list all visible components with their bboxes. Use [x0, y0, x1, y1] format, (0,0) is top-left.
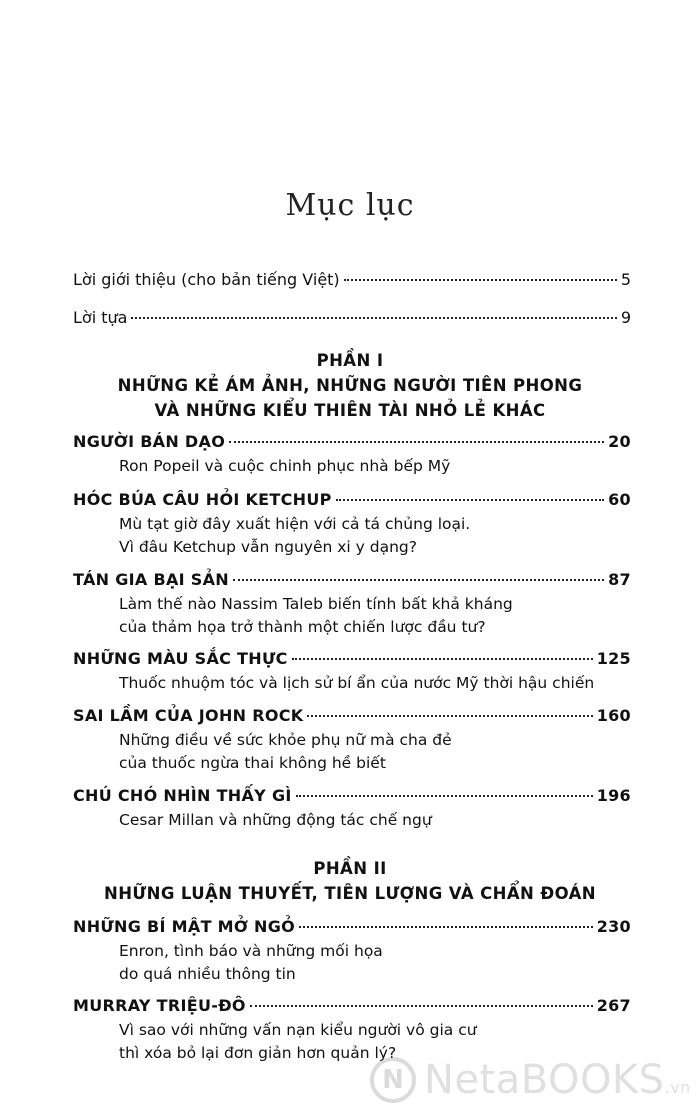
subtitle-line: Cesar Millan và những động tác chế ngự — [119, 811, 432, 829]
subtitle-line: Ron Popeil và cuộc chinh phục nhà bếp Mỹ — [119, 457, 451, 475]
chapter-page-number: 230 — [596, 917, 631, 936]
netabooks-logo-icon — [370, 1057, 416, 1103]
toc-chapter[interactable] — [73, 570, 631, 639]
chapter-subtitle — [119, 513, 631, 559]
dot-leader — [131, 317, 616, 319]
chapter-page-number: 60 — [608, 490, 631, 509]
dot-leader — [250, 1005, 593, 1007]
subtitle-line: của thảm họa trở thành một chiến lược đầu tư? — [119, 618, 486, 636]
watermark — [370, 1050, 700, 1110]
logo-letter: N — [382, 1065, 404, 1095]
chapter-title: NHỮNG MÀU SẮC THỰC — [73, 649, 288, 668]
part-label: PHẦN II — [313, 859, 387, 878]
subtitle-line: của thuốc ngừa thai không hề biết — [119, 754, 386, 772]
chapter-subtitle — [119, 940, 631, 986]
toc-chapter[interactable] — [73, 706, 631, 775]
subtitle-line: do quá nhiều thông tin — [119, 965, 296, 983]
entry-page-number: 9 — [620, 308, 631, 327]
dot-leader — [296, 795, 593, 797]
subtitle-line: Vì đâu Ketchup vẫn nguyên xi y dạng? — [119, 538, 417, 556]
toc-chapter[interactable] — [73, 786, 631, 832]
chapter-subtitle — [119, 809, 631, 832]
chapter-page-number: 160 — [596, 706, 631, 725]
chapter-title: NGƯỜI BÁN DẠO — [73, 432, 226, 451]
chapter-page-number: 125 — [596, 649, 631, 668]
toc-chapter[interactable] — [73, 432, 631, 478]
toc-heading: Mục lục — [285, 188, 415, 223]
part-label: PHẦN I — [316, 351, 384, 370]
part-heading — [40, 348, 660, 423]
watermark-suffix: .vn — [664, 1078, 691, 1097]
chapter-title: MURRAY TRIỆU-ĐÔ — [73, 996, 246, 1015]
chapter-title: SAI LẦM CỦA JOHN ROCK — [73, 706, 304, 725]
toc-chapter[interactable] — [73, 490, 631, 559]
chapter-page-number: 87 — [608, 570, 631, 589]
subtitle-line: Mù tạt giờ đây xuất hiện với cả tá chủng loại. — [119, 515, 471, 533]
chapter-page-number: 20 — [608, 432, 631, 451]
watermark-brand: NetaBOOKS — [424, 1057, 665, 1103]
subtitle-line: Thuốc nhuộm tóc và lịch sử bí ẩn của nước Mỹ thời hậu chiến — [119, 674, 595, 692]
dot-leader — [229, 441, 604, 443]
dot-leader — [292, 658, 593, 660]
part-title-line: VÀ NHỮNG KIỂU THIÊN TÀI NHỎ LẺ KHÁC — [154, 401, 546, 420]
subtitle-line: Làm thế nào Nassim Taleb biến tính bất khả kháng — [119, 595, 513, 613]
chapter-title: CHÚ CHÓ NHÌN THẤY GÌ — [73, 786, 292, 805]
chapter-title: HÓC BÚA CÂU HỎI KETCHUP — [73, 490, 332, 509]
entry-page-number: 5 — [620, 270, 631, 289]
toc-entry-preface[interactable] — [73, 308, 631, 327]
chapter-subtitle — [119, 455, 631, 478]
toc-entry-intro[interactable] — [73, 270, 631, 289]
subtitle-line: Enron, tình báo và những mối họa — [119, 942, 383, 960]
part-title-line: NHỮNG LUẬN THUYẾT, TIÊN LƯỢNG VÀ CHẨN ĐOÁN — [104, 884, 596, 903]
chapter-page-number: 196 — [596, 786, 631, 805]
dot-leader — [336, 499, 604, 501]
dot-leader — [233, 579, 604, 581]
dot-leader — [307, 715, 592, 717]
chapter-page-number: 267 — [596, 996, 631, 1015]
subtitle-line: thì xóa bỏ lại đơn giản hơn quản lý? — [119, 1044, 397, 1062]
chapter-title: TÁN GIA BẠI SẢN — [73, 570, 229, 589]
chapter-subtitle — [119, 593, 631, 639]
watermark-text — [424, 1057, 691, 1103]
dot-leader — [299, 926, 593, 928]
part-title-line: NHỮNG KẺ ÁM ẢNH, NHỮNG NGƯỜI TIÊN PHONG — [117, 376, 583, 395]
toc-chapter[interactable] — [73, 917, 631, 986]
chapter-subtitle — [119, 729, 631, 775]
subtitle-line: Những điều về sức khỏe phụ nữ mà cha đẻ — [119, 731, 452, 749]
dot-leader — [344, 279, 617, 281]
part-heading — [40, 856, 660, 906]
subtitle-line: Vì sao với những vấn nạn kiểu người vô gia cư — [119, 1021, 477, 1039]
toc-chapter[interactable] — [73, 649, 631, 695]
entry-title: Lời giới thiệu (cho bản tiếng Việt) — [73, 270, 340, 289]
chapter-title: NHỮNG BÍ MẬT MỞ NGỎ — [73, 917, 296, 936]
entry-title: Lời tựa — [73, 308, 128, 327]
chapter-subtitle — [119, 672, 631, 695]
